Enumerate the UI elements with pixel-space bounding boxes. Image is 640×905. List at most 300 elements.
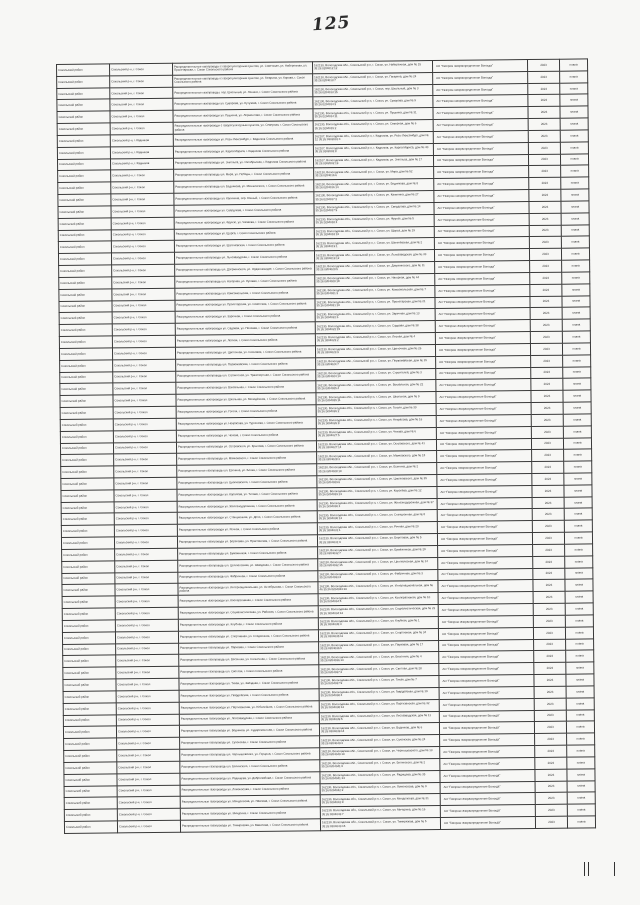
year-cell: 2023 — [533, 544, 565, 556]
owner-cell: АО "Газпром газораспределение Вологда" — [435, 343, 530, 356]
address-cadastral-cell: 162130, Вологодская обл., Сокольский р-н, г. Сокол, ул. Льнозаводская, дом № 33 35:26:0204019:12 — [314, 250, 434, 263]
status-cell: плана — [566, 650, 594, 662]
object-description-cell: Распределительные газопроводы ул. Цветочная, ул. Сосновая, г. Сокол Сокольского района — [175, 346, 315, 359]
settlement-cell: Сокольский р-н, г. Сокол — [114, 513, 177, 525]
settlement-cell: Сокольский р-н, г. Сокол — [111, 182, 174, 194]
district-cell: Сокольский район — [57, 99, 110, 111]
settlement-cell: Сокольский р-н, г. Сокол — [115, 619, 178, 631]
owner-cell: АО "Газпром газораспределение Вологда" — [436, 367, 531, 380]
address-cadastral-cell: 162130, Вологодская обл., Сокольский р-н, г. Сокол, ул. Первомайская, дом № 15 35:26:0204024:7 — [316, 356, 436, 369]
owner-cell: АО "Газпром газораспределение Вологда" — [440, 769, 535, 782]
owner-cell: АО "Газпром газораспределение Вологда" — [439, 686, 534, 699]
owner-cell: АО "Газпром газораспределение Вологда" — [434, 237, 529, 250]
district-cell: Сокольский район — [63, 703, 116, 715]
year-cell: 2023 — [528, 107, 560, 119]
object-description-cell: Распределительные газопроводы ул. Калинина, пер. Южный, г. Сокол Сокольского района — [174, 192, 314, 205]
year-cell: 2023 — [533, 603, 565, 615]
year-cell: 2023 — [535, 816, 567, 828]
district-cell: Сокольский район — [61, 466, 114, 478]
owner-cell: АО "Газпром газораспределение Вологда" — [440, 805, 535, 818]
settlement-cell: Сокольский р-н, г. Сокол — [110, 111, 173, 123]
year-cell: 2023 — [529, 237, 561, 249]
address-cadastral-cell: 162130, Вологодская обл., Сокольский р-н, г. Сокол, ул. Гагарина, дом № 24 35:26:0204013:7 — [313, 72, 433, 85]
address-cadastral-cell: 162130, Вологодская обл., Сокольский р-н, г. Сокол, ул. Строителей, дом № 3 35:26:0204024:13 — [316, 368, 436, 381]
owner-cell: АО "Газпром газораспределение Вологда" — [435, 332, 530, 345]
object-description-cell: Распределительные газопроводы ул. Школьная, ул. Молодёжная, г. Сокол Сокольского района — [176, 393, 316, 406]
address-cadastral-cell: 162130, Вологодская обл., Сокольский р-н, г. Сокол, ул. Тихая, дом № 7 35:26:0204037:9 — [319, 676, 439, 689]
district-cell: Сокольский район — [64, 785, 117, 797]
year-cell: 2023 — [535, 733, 567, 745]
status-cell: плана — [562, 272, 590, 284]
settlement-cell: Сокольский р-н, г. Сокол — [112, 264, 175, 276]
year-cell: 2023 — [532, 473, 564, 485]
status-cell: плана — [567, 745, 595, 757]
district-cell: Сокольский район — [64, 762, 117, 774]
settlement-cell: Сокольский р-н, г. Сокол — [114, 536, 177, 548]
district-cell: Сокольский район — [63, 691, 116, 703]
status-cell: плана — [565, 568, 593, 580]
address-cadastral-cell: 162130, Вологодская обл., Сокольский р-н, г. Сокол, ул. Суворова, дом № 9 35:26:0204014:3 — [313, 96, 433, 109]
address-cadastral-cell: 162130, Вологодская обл., Сокольский р-н, г. Сокол, ул. Сухонская, дом № 24 35:26:0204040:3 — [320, 735, 440, 748]
settlement-cell: Сокольский р-н, г. Сокол — [113, 442, 176, 454]
year-cell: 2023 — [533, 615, 565, 627]
status-cell: плана — [564, 461, 592, 473]
district-cell: Сокольский район — [60, 395, 113, 407]
settlement-cell: Сокольский р-н, г. Кадников — [110, 134, 173, 146]
owner-cell: АО "Газпром газораспределение Вологда" — [436, 438, 531, 451]
district-cell: Сокольский район — [64, 774, 117, 786]
owner-cell: АО "Газпром газораспределение Вологда" — [434, 249, 529, 262]
year-cell: 2023 — [532, 532, 564, 544]
address-cadastral-cell: 162130, Вологодская обл., Сокольский р-н, г. Сокол, ул. Ломоносова, дом № 9 35:26:0204042:2 — [320, 782, 440, 795]
object-description-cell: Распределительные газопроводы ул. Интернациональная, ул. Октябрьская, г. Сокол Сокольского района — [178, 582, 318, 595]
object-description-cell: Распределительные газопроводы ул. Заречная, г. Сокол Сокольского района — [175, 310, 315, 323]
address-cadastral-cell: 162130, Вологодская обл., Сокольский р-н, г. Сокол, ул. Спортивная, дом № 34 35:26:0204035:11 — [318, 628, 438, 641]
status-cell: плана — [563, 437, 591, 449]
district-cell: Сокольский район — [57, 76, 110, 88]
settlement-cell: Сокольский р-н, г. Сокол — [111, 170, 174, 182]
owner-cell: АО "Газпром газораспределение Вологда" — [439, 675, 534, 688]
status-cell: плана — [562, 284, 590, 296]
settlement-cell: Сокольский р-н, г. Сокол — [110, 99, 173, 111]
owner-cell: АО "Газпром газораспределение Вологда" — [437, 509, 532, 522]
settlement-cell: Сокольский р-н, г. Сокол — [111, 217, 174, 229]
district-cell: Сокольский район — [59, 312, 112, 324]
owner-cell: АО "Газпром газораспределение Вологда" — [435, 272, 530, 285]
address-cadastral-cell: 162130, Вологодская обл., Сокольский р-н, г. Сокол, ул. Чернышевского, дом № 13 35:26:0204040:10 — [320, 747, 440, 760]
address-cadastral-cell: 162130, Вологодская обл., Сокольский р-н, г. Сокол, ул. Светлая, дом № 28 35:26:0204037:2 — [319, 664, 439, 677]
object-description-cell: Распределительные газопроводы ул. Льнозаводская, г. Сокол Сокольского района — [174, 251, 314, 264]
address-cadastral-cell: 162130, Вологодская обл., Сокольский р-н, г. Сокол, ул. Социалистическая, дом № 23 35:26:0204034:12 — [318, 605, 438, 618]
status-cell: плана — [561, 201, 589, 213]
status-cell: плана — [563, 402, 591, 414]
owner-cell: АО "Газпром газораспределение Вологда" — [439, 651, 534, 664]
address-cadastral-cell: 162130, Вологодская обл., Сокольский р-н, г. Сокол, ул. Станционная, дом № 8 35:26:0204030:12 — [317, 510, 437, 523]
year-cell: 2023 — [532, 497, 564, 509]
address-cadastral-cell: 162130, Вологодская обл., Сокольский р-н, г. Сокол, ул. Щорса, дом № 19 35:26:0204018:16 — [314, 226, 434, 239]
address-cadastral-cell: 162130, Вологодская обл., Сокольский р-н, г. Сокол, ул. Заречная, дом № 13 35:26:0204022:6 — [315, 309, 435, 322]
object-description-cell: Распределительные газопроводы ул. Мичурина, г. Сокол Сокольского района — [180, 807, 320, 820]
district-cell: Сокольский район — [63, 655, 116, 667]
address-cadastral-cell: 162130, Вологодская обл., Сокольский р-н, г. Сокол, ул. Весенняя, дом № 4 35:26:0204036:13 — [319, 652, 439, 665]
object-description-cell: Распределительные газопроводы ул. Нагорная, ул. Луговая, г. Сокол Сокольского района — [175, 275, 315, 288]
year-cell: 2023 — [528, 118, 560, 130]
status-cell: плана — [567, 757, 595, 769]
district-cell: Сокольский район — [58, 241, 111, 253]
owner-cell: АО "Газпром газораспределение Вологда" — [438, 592, 533, 605]
district-cell: Сокольский район — [62, 608, 115, 620]
settlement-cell: Сокольский р-н, г. Сокол — [115, 572, 178, 584]
status-cell: плана — [564, 473, 592, 485]
owner-cell: АО "Газпром газораспределение Вологда" — [439, 663, 534, 676]
district-cell: Сокольский район — [60, 371, 113, 383]
district-cell: Сокольский район — [57, 64, 110, 76]
owner-cell: АО "Газпром газораспределение Вологда" — [435, 308, 530, 321]
owner-cell: АО "Газпром газораспределение Вологда" — [438, 615, 533, 628]
settlement-cell: Сокольский р-н, г. Сокол — [115, 631, 178, 643]
district-cell: Сокольский район — [57, 159, 110, 171]
year-cell: 2023 — [531, 367, 563, 379]
settlement-cell: Сокольский р-н, г. Сокол — [115, 584, 178, 596]
object-description-cell: Распределительные газопроводы ул. Циолковского, г. Сокол Сокольского района — [177, 476, 317, 489]
year-cell: 2023 — [528, 95, 560, 107]
address-cadastral-cell: 162130, Вологодская обл., Сокольский р-н, г. Сокол, ул. Пролетарская, дом № 21 35:26:0204021:10 — [315, 297, 435, 310]
status-cell: плана — [560, 94, 588, 106]
year-cell: 2023 — [531, 426, 563, 438]
object-description-cell: Распределительные газопроводы ул. Строителей, ул. Транспортная, г. Сокол Сокольского района — [176, 369, 316, 382]
district-cell: Сокольский район — [59, 324, 112, 336]
year-cell: 2023 — [532, 485, 564, 497]
status-cell: плана — [563, 414, 591, 426]
address-cadastral-cell: 162130, Вологодская обл., Сокольский р-н, г. Сокол, ул. Белинского, дом № 2 35:26:0204041:6 — [320, 758, 440, 771]
status-cell: плана — [561, 248, 589, 260]
district-cell: Сокольский район — [60, 442, 113, 454]
settlement-cell: Сокольский р-н, г. Сокол — [114, 525, 177, 537]
address-cadastral-cell: 162130, Вологодская обл., Сокольский р-н, г. Сокол, ул. Менделеева, дом № 21 35:26:0204042:9 — [320, 794, 440, 807]
district-cell: Сокольский район — [61, 502, 114, 514]
object-description-cell: Распределительные газопроводы ул. Некрасова, ул. Тургенева, г. Сокол Сокольского района — [176, 417, 316, 430]
owner-cell: АО "Газпром газораспределение Вологда" — [434, 190, 529, 203]
owner-cell: АО "Газпром газораспределение Вологда" — [437, 462, 532, 475]
owner-cell: АО "Газпром газораспределение Вологда" — [440, 734, 535, 747]
owner-cell: АО "Газпром газораспределение Вологда" — [435, 320, 530, 333]
status-cell: плана — [562, 319, 590, 331]
register-sheet — [56, 58, 595, 834]
year-cell: 2023 — [530, 319, 562, 331]
status-cell: плана — [565, 591, 593, 603]
status-cell: плана — [567, 769, 595, 781]
settlement-cell: Сокольский р-н, г. Сокол — [116, 714, 179, 726]
year-cell: 2023 — [531, 379, 563, 391]
status-cell: плана — [563, 378, 591, 390]
owner-cell: АО "Газпром газораспределение Вологда" — [434, 201, 529, 214]
year-cell: 2023 — [529, 225, 561, 237]
address-cadastral-cell: 162107, Вологодская обл., Сокольский р-н, г. Кадников, ул. Карла Маркса, дом № 40 35:26:0302002:8 — [313, 143, 433, 156]
status-cell: плана — [564, 449, 592, 461]
status-cell: плана — [562, 295, 590, 307]
address-cadastral-cell: 162130, Вологодская обл., Сокольский р-н, г. Сокол, ул. Мичурина, дом № 16 35:26:0204043:7 — [320, 806, 440, 819]
status-cell: плана — [565, 544, 593, 556]
object-description-cell: Распределительные газопроводы ул. Светлая, г. Сокол Сокольского района — [179, 665, 319, 678]
status-cell: плана — [565, 579, 593, 591]
settlement-cell: Сокольский р-н, г. Сокол — [115, 548, 178, 560]
year-cell: 2023 — [530, 343, 562, 355]
object-description-cell: Распределительные газопроводы с газорегуляторным пунктом, ул. Советская, ул. Набережная, ул. Пролетарская, г. Сокол Сокольского района — [172, 62, 312, 75]
settlement-cell: Сокольский р-н, г. Сокол — [116, 702, 179, 714]
status-cell: плана — [565, 603, 593, 615]
district-cell: Сокольский район — [64, 750, 117, 762]
object-description-cell: Распределительные газопроводы ул. Весенняя, ул. Солнечная, г. Сокол Сокольского района — [179, 653, 319, 666]
owner-cell: АО "Газпром газораспределение Вологда" — [434, 225, 529, 238]
year-cell: 2023 — [531, 438, 563, 450]
owner-cell: АО "Газпром газораспределение Вологда" — [436, 426, 531, 439]
object-description-cell: Распределительные газопроводы ул. Тихая, ул. Звёздная, г. Сокол Сокольского района — [179, 677, 319, 690]
address-cadastral-cell: 162107, Вологодская обл., Сокольский р-н, г. Кадников, ул. Розы Люксембург, дом № 12 35:26:0302001:4 — [313, 132, 433, 145]
owner-cell: АО "Газпром газораспределение Вологда" — [438, 568, 533, 581]
district-cell: Сокольский район — [61, 537, 114, 549]
district-cell: Сокольский район — [60, 383, 113, 395]
object-description-cell: Распределительные газопроводы ул. Речная, г. Сокол Сокольского района — [177, 523, 317, 536]
status-cell: плана — [561, 189, 589, 201]
district-cell: Сокольский район — [57, 111, 110, 123]
status-cell: плана — [562, 343, 590, 355]
district-cell: Сокольский район — [64, 809, 117, 821]
status-cell: плана — [564, 508, 592, 520]
settlement-cell: Сокольский р-н, г. Сокол — [117, 773, 180, 785]
year-cell: 2023 — [529, 166, 561, 178]
settlement-cell: Сокольский р-н, г. Сокол — [112, 276, 175, 288]
owner-cell: АО "Газпром газораспределение Вологда" — [433, 71, 528, 84]
district-cell: Сокольский район — [59, 289, 112, 301]
object-description-cell: Распределительные газопроводы ул. Партизанская, ул. Юбилейная, г. Сокол Сокольского района — [179, 700, 319, 713]
year-cell: 2023 — [534, 722, 566, 734]
address-cadastral-cell: 162130, Вологодская обл., Сокольский р-н, г. Сокол, ул. Дзержинского, дом № 11 35:26:0204020:5 — [315, 262, 435, 275]
year-cell: 2023 — [535, 757, 567, 769]
address-cadastral-cell: 162130, Вологодская обл., Сокольский р-н, г. Сокол, ул. Некрасова, дом № 16 35:26:0204026:8 — [316, 415, 436, 428]
status-cell: плана — [567, 804, 595, 816]
status-cell: плана — [567, 733, 595, 745]
district-cell: Сокольский район — [58, 182, 111, 194]
address-cadastral-cell: 162130, Вологодская обл., Сокольский р-н, г. Сокол, ул. Береговая, дом № 5 35:26:0204031:9 — [317, 534, 437, 547]
address-cadastral-cell: 162130, Вологодская обл., Сокольский р-н, г. Сокол, ул. Северная, дом № 6 35:26:0204015:2 — [313, 120, 433, 133]
object-description-cell: Распределительные газопроводы ул. Гвардейская, г. Сокол Сокольского района — [179, 689, 319, 702]
settlement-cell: Сокольский р-н, г. Сокол — [110, 75, 173, 87]
year-cell: 2023 — [532, 461, 564, 473]
owner-cell: АО "Газпром газораспределение Вологда" — [440, 817, 535, 830]
status-cell: плана — [565, 627, 593, 639]
settlement-cell: Сокольский р-н, г. Сокол — [114, 454, 177, 466]
status-cell: плана — [566, 638, 594, 650]
gas-pipeline-register-table — [56, 58, 596, 834]
owner-cell: АО "Газпром газораспределение Вологда" — [439, 639, 534, 652]
district-cell: Сокольский район — [63, 714, 116, 726]
owner-cell: АО "Газпром газораспределение Вологда" — [435, 296, 530, 309]
object-description-cell: Распределительные газопроводы ул. Станционная, ул. Депо, г. Сокол Сокольского района — [177, 511, 317, 524]
status-cell: плана — [559, 59, 587, 71]
settlement-cell: Сокольский р-н, г. Сокол — [112, 347, 175, 359]
settlement-cell: Сокольский р-н, г. Сокол — [111, 241, 174, 253]
settlement-cell: Сокольский р-н, г. Сокол — [111, 229, 174, 241]
object-description-cell: Распределительные газопроводы ул. Шатенёвская, г. Сокол Сокольского района — [174, 239, 314, 252]
address-cadastral-cell: 162130, Вологодская обл., Сокольский р-н, г. Сокол, ул. Беднякова, дом № 8 35:26:0204016:14 — [314, 179, 434, 192]
address-cadastral-cell: 162130, Вологодская обл., Сокольский р-н, г. Сокол, ул. Калинина, дом № 27 35:26:0204017:2 — [314, 191, 434, 204]
year-cell: 2023 — [529, 248, 561, 260]
year-cell: 2023 — [529, 178, 561, 190]
district-cell: Сокольский район — [59, 300, 112, 312]
object-description-cell: Распределительные газопроводы ул. Чернышевского, ул. Герцена, г. Сокол Сокольского района — [180, 748, 320, 761]
district-cell: Сокольский район — [64, 738, 117, 750]
object-description-cell: Распределительные газопроводы ул. Беднякова, ул. Менжинского, г. Сокол Сокольского района — [174, 180, 314, 193]
object-description-cell: Распределительные газопроводы ул. Бумажников, г. Сокол Сокольского района — [178, 547, 318, 560]
district-cell: Сокольский район — [57, 123, 110, 135]
object-description-cell: Распределительные газопроводы ул. Розы Люксембург, г. Кадников Сокольского района — [173, 133, 313, 146]
status-cell: плана — [561, 165, 589, 177]
year-cell: 2023 — [528, 154, 560, 166]
year-cell: 2023 — [534, 639, 566, 651]
settlement-cell: Сокольский р-н, г. Сокол — [113, 359, 176, 371]
status-cell: плана — [564, 485, 592, 497]
status-cell: плана — [563, 355, 591, 367]
district-cell: Сокольский район — [62, 584, 115, 596]
year-cell: 2023 — [528, 71, 560, 83]
year-cell: 2023 — [527, 59, 559, 71]
status-cell: плана — [567, 780, 595, 792]
owner-cell: АО "Газпром газораспределение Вологда" — [436, 414, 531, 427]
settlement-cell: Сокольский р-н, г. Сокол — [112, 300, 175, 312]
owner-cell: АО "Газпром газораспределение Вологда" — [436, 403, 531, 416]
object-description-cell: Распределительные газопроводы ул. Менделеева, ул. Павлова, г. Сокол Сокольского района — [180, 795, 320, 808]
owner-cell: АО "Газпром газораспределение Вологда" — [434, 213, 529, 226]
settlement-cell: Сокольский р-н, г. Сокол — [111, 253, 174, 265]
settlement-cell: Сокольский р-н, г. Сокол — [113, 371, 176, 383]
owner-cell: АО "Газпром газораспределение Вологда" — [437, 474, 532, 487]
object-description-cell: Распределительные газопроводы, пер. Школьный, ул. Ленина, г. Сокол Сокольского района — [173, 85, 313, 98]
year-cell: 2023 — [530, 308, 562, 320]
district-cell: Сокольский район — [62, 620, 115, 632]
year-cell: 2023 — [531, 355, 563, 367]
status-cell: плана — [564, 497, 592, 509]
owner-cell: АО "Газпром газораспределение Вологда" — [438, 544, 533, 557]
settlement-cell: Сокольский р-н, г. Сокол — [116, 666, 179, 678]
address-cadastral-cell: 162130, Вологодская обл., Сокольский р-н, г. Сокол, ул. Вокзальная, дом № 22 35:26:0204025:4 — [316, 380, 436, 393]
settlement-cell: Сокольский р-н, г. Сокол — [116, 690, 179, 702]
settlement-cell: Сокольский р-н, г. Сокол — [110, 87, 173, 99]
settlement-cell: Сокольский р-н, г. Сокол — [112, 288, 175, 300]
owner-cell: АО "Газпром газораспределение Вологда" — [437, 450, 532, 463]
owner-cell: АО "Газпром газораспределение Вологда" — [436, 391, 531, 404]
district-cell: Сокольский район — [62, 573, 115, 585]
address-cadastral-cell: 162130, Вологодская обл., Сокольский р-н, г. Сокол, пер. Школьный, дом № 3 35:26:0204013:15 — [313, 84, 433, 97]
owner-cell: АО "Газпром газораспределение Вологда" — [437, 533, 532, 546]
owner-cell: АО "Газпром газораспределение Вологда" — [436, 355, 531, 368]
address-cadastral-cell: 162130, Вологодская обл., Сокольский р-н, г. Сокол, ул. Гоголя, дом № 30 35:26:0204026:2 — [316, 404, 436, 417]
address-cadastral-cell: 162130, Вологодская обл., Сокольский р-н, г. Сокол, ул. Королёва, дом № 12 35:26:0204029:13 — [317, 486, 437, 499]
status-cell: плана — [564, 532, 592, 544]
object-description-cell: Распределительные газопроводы ул. Щорса, г. Сокол Сокольского района — [174, 227, 314, 240]
district-cell: Сокольский район — [62, 596, 115, 608]
status-cell: плана — [566, 662, 594, 674]
address-cadastral-cell: 162130, Вологодская обл., Сокольский р-н, г. Сокол, ул. Гвардейская, дом № 19 35:26:0204038:4 — [319, 687, 439, 700]
object-description-cell: Распределительные газопроводы ул. Комсомольская, г. Сокол Сокольского района — [175, 287, 315, 300]
status-cell: плана — [566, 721, 594, 733]
status-cell: плана — [563, 426, 591, 438]
object-description-cell: Распределительные газопроводы ул. Фрунзе, ул. Чапаева, г. Сокол Сокольского района — [174, 216, 314, 229]
address-cadastral-cell: 162130, Вологодская обл., Сокольский р-н, г. Сокол, ул. Тимирязева, дом № 5 35:26:0204043:15 — [320, 818, 440, 831]
year-cell: 2023 — [533, 627, 565, 639]
address-cadastral-cell: 162130, Вологодская обл., Сокольский р-н, г. Сокол, ул. Водников, дом № 6 35:26:0204039:14 — [319, 723, 439, 736]
owner-cell: АО "Газпром газораспределение Вологда" — [438, 604, 533, 617]
object-description-cell: Распределительные газопроводы ул. Целлюлозная, ул. Заводская, г. Сокол Сокольского района — [178, 559, 318, 572]
district-cell: Сокольский район — [59, 277, 112, 289]
settlement-cell: Сокольский р-н, г. Сокол — [113, 418, 176, 430]
address-cadastral-cell: 162130, Вологодская обл., Сокольский р-н, г. Сокол, ул. Кооперативная, дом № 10 35:26:0204034:5 — [318, 593, 438, 606]
year-cell: 2023 — [530, 331, 562, 343]
year-cell: 2023 — [531, 414, 563, 426]
object-description-cell: Распределительные газопроводы ул. Железнодорожная, г. Сокол Сокольского района — [177, 499, 317, 512]
object-description-cell: Распределительные газопроводы ул. Садовая, ул. Полевая, г. Сокол Сокольского района — [175, 322, 315, 335]
settlement-cell: Сокольский р-н, г. Сокол — [113, 406, 176, 418]
owner-cell: АО "Газпром газораспределение Вологда" — [440, 757, 535, 770]
object-description-cell: Распределительные газопроводы ул. Дзержинского, ул. Орджоникидзе, г. Сокол Сокольского района — [175, 263, 315, 276]
address-cadastral-cell: 162130, Вологодская обл., Сокольский р-н, г. Сокол, ул. Островского, дом № 41 35:26:0204027:14 — [316, 439, 436, 452]
status-cell: плана — [566, 709, 594, 721]
year-cell: 2023 — [530, 260, 562, 272]
district-cell: Сокольский район — [59, 336, 112, 348]
district-cell: Сокольский район — [58, 194, 111, 206]
settlement-cell: Сокольский р-н, г. Сокол — [117, 797, 180, 809]
settlement-cell: Сокольский р-н, г. Сокол — [114, 477, 177, 489]
register-table-body — [57, 59, 596, 834]
object-description-cell: Распределительные газопроводы ул. Кооперативная, г. Сокол Сокольского района — [178, 594, 318, 607]
address-cadastral-cell: 162130, Вологодская обл., Сокольский р-н, г. Сокол, ул. Лесозаводская, дом № 11 35:26:0204039:5 — [319, 711, 439, 724]
year-cell: 2023 — [533, 556, 565, 568]
year-cell: 2023 — [535, 804, 567, 816]
district-cell: Сокольский район — [61, 490, 114, 502]
district-cell: Сокольский район — [63, 679, 116, 691]
district-cell: Сокольский район — [62, 561, 115, 573]
address-cadastral-cell: 162130, Вологодская обл., Сокольский р-н, г. Сокол, ул. Целлюлозная, дом № 14 35:26:0204032:15 — [318, 557, 438, 570]
owner-cell: АО "Газпром газораспределение Вологда" — [439, 710, 534, 723]
settlement-cell: Сокольский р-н, г. Сокол — [111, 205, 174, 217]
year-cell: 2023 — [530, 272, 562, 284]
status-cell: плана — [564, 520, 592, 532]
address-cadastral-cell: 162107, Вологодская обл., Сокольский р-н, г. Кадников, ул. Энгельса, дом № 17 35:26:0302002:19 — [313, 155, 433, 168]
address-cadastral-cell: 162130, Вологодская обл., Сокольский р-н, г. Сокол, ул. Партизанская, дом № 32 35:26:0204038:12 — [319, 699, 439, 712]
owner-cell: АО "Газпром газораспределение Вологда" — [433, 154, 528, 167]
owner-cell: АО "Газпром газораспределение Вологда" — [433, 131, 528, 144]
object-description-cell: Распределительные газопроводы ул. Тимирязева, ул. Вавилова, г. Сокол Сокольского района — [180, 819, 320, 832]
object-description-cell: Распределительные газопроводы ул. Пролетарская, ул. Советская, г. Сокол Сокольского района — [175, 298, 315, 311]
settlement-cell: Сокольский р-н, г. Сокол — [114, 465, 177, 477]
owner-cell: АО "Газпром газораспределение Вологда" — [433, 142, 528, 155]
district-cell: Сокольский район — [63, 667, 116, 679]
owner-cell: АО "Газпром газораспределение Вологда" — [435, 261, 530, 274]
district-cell: Сокольский район — [59, 265, 112, 277]
object-description-cell: Распределительные газопроводы ул. Маяковского, г. Сокол Сокольского района — [177, 452, 317, 465]
district-cell: Сокольский район — [62, 549, 115, 561]
year-cell: 2023 — [535, 793, 567, 805]
object-description-cell: Распределительные газопроводы ул. Мира, ул. Победы, г. Сокол Сокольского района — [174, 168, 314, 181]
status-cell: плана — [560, 142, 588, 154]
owner-cell: АО "Газпром газораспределение Вологда" — [440, 793, 535, 806]
settlement-cell: Сокольский р-н, г. Сокол — [113, 383, 176, 395]
status-cell: плана — [560, 118, 588, 130]
address-cadastral-cell: 162130, Вологодская обл., Сокольский р-н, г. Сокол, ул. Школьная, дом № 9 35:26:0204025:11 — [316, 392, 436, 405]
year-cell: 2023 — [532, 509, 564, 521]
owner-cell: АО "Газпром газораспределение Вологда" — [438, 556, 533, 569]
year-cell: 2023 — [531, 390, 563, 402]
object-description-cell: Распределительные газопроводы ул. Сухонская, г. Сокол Сокольского района — [180, 736, 320, 749]
